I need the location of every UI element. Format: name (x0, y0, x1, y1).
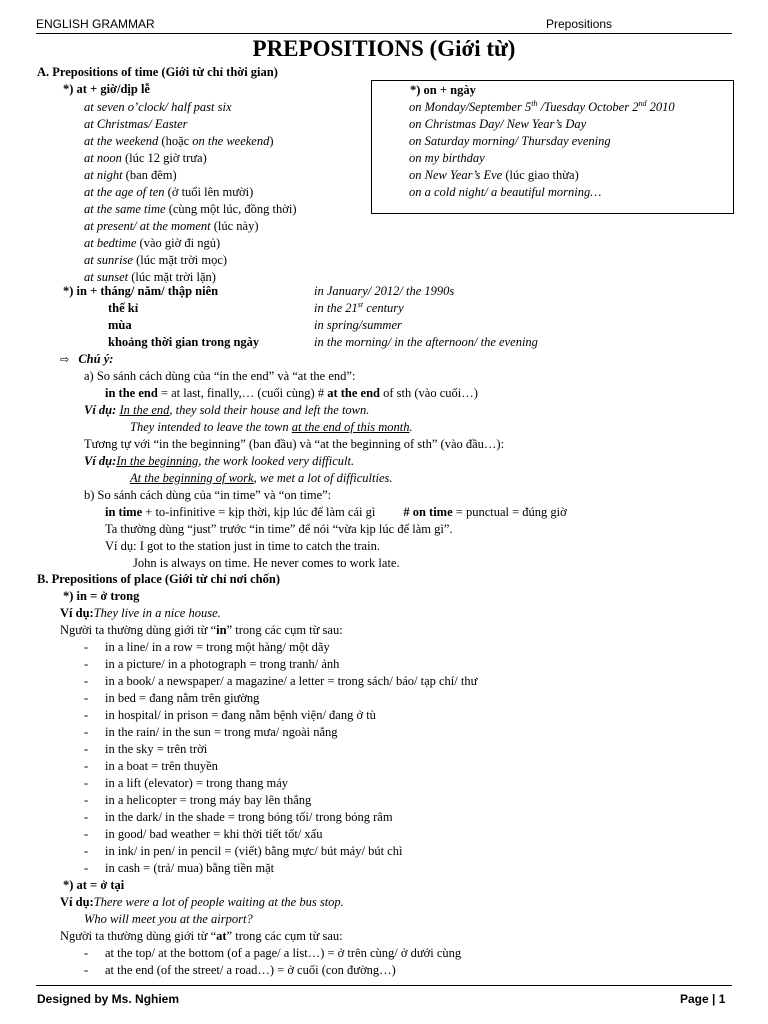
bullet-dash: - (84, 742, 89, 756)
in-place-item: in bed = đang nằm trên giường (105, 691, 260, 705)
bullet-dash: - (84, 674, 89, 688)
bullet-dash: - (84, 827, 89, 841)
at-time-item: at the weekend (hoặc on the weekend) (84, 134, 274, 148)
in-place-item: in a line/ in a row = trong một hàng/ một dãy (105, 640, 330, 654)
at-place-example-1: Ví dụ:There were a lot of people waiting at the bus stop. (60, 895, 344, 909)
at-place-example-2: Who will meet you at the airport? (84, 912, 253, 926)
in-place-item: in ink/ in pen/ in pencil = (viết) bằng mực/ bút máy/ bút chì (105, 844, 403, 858)
at-place-item: at the end (of the street/ a road…) = ở cuối (con đường…) (105, 963, 396, 977)
at-time-item: at Christmas/ Easter (84, 117, 188, 131)
at-time-item: at noon (lúc 12 giờ trưa) (84, 151, 207, 165)
note-a: a) So sánh cách dùng của “in the end” và “at the end”: (84, 369, 356, 383)
header-rule (36, 33, 732, 34)
header-left: ENGLISH GRAMMAR (36, 17, 155, 31)
time-comparison: in time + to-infinitive = kịp thời, kịp lúc để làm cái gì # on time = punctual = đúng giờ (105, 505, 567, 519)
at-time-item: at the same time (cùng một lúc, đồng thời) (84, 202, 297, 216)
on-date-line-1: on Monday/September 5th /Tuesday October 2nd 2010 (409, 98, 675, 114)
section-a-heading: A. Prepositions of time (Giới từ chỉ thời gian) (37, 65, 278, 79)
header-right: Prepositions (546, 17, 613, 31)
bullet-dash: - (84, 793, 89, 807)
in-place-item: in a lift (elevator) = trong thang máy (105, 776, 289, 790)
in-century-label: thế kỉ (108, 301, 139, 315)
example-3: Ví dụ:In the beginning, the work looked very difficult. (84, 454, 355, 468)
note-row: ⇨ Chú ý: (60, 352, 114, 366)
in-place-item: in a helicopter = trong máy bay lên thẳng (105, 793, 312, 807)
bullet-dash: - (84, 946, 89, 960)
note-b: b) So sánh cách dùng của “in time” và “on time”: (84, 488, 332, 502)
in-daytime-label: khoảng thời gian trong ngày (108, 335, 260, 349)
on-date-line-3: on Saturday morning/ Thursday evening (409, 134, 611, 148)
in-place-item: in cash = (trả/ mua) bằng tiền mặt (105, 861, 275, 875)
at-place-item: at the top/ at the bottom (of a page/ a list…) = ở trên cùng/ ở dưới cùng (105, 946, 462, 960)
time-example-2: John is always on time. He never comes to work late. (133, 556, 400, 570)
bullet-dash: - (84, 861, 89, 875)
just-note: Ta thường dùng “just” trước “in time” để nói “vừa kịp lúc để làm gì”. (105, 522, 453, 536)
bullet-dash: - (84, 759, 89, 773)
at-time-item: at seven o’clock/ half past six (84, 100, 232, 114)
on-date-line-6: on a cold night/ a beautiful morning… (409, 185, 602, 199)
at-time-item: at the age of ten (ở tuổi lên mười) (84, 185, 254, 199)
bullet-dash: - (84, 810, 89, 824)
bullet-dash: - (84, 691, 89, 705)
footer-rule (36, 985, 732, 986)
on-date-line-4: on my birthday (409, 151, 485, 165)
in-place-item: in a boat = trên thuyền (105, 759, 218, 773)
at-time-item: at night (ban đêm) (84, 168, 177, 182)
at-place-intro: Người ta thường dùng giới từ “at” trong các cụm từ sau: (60, 929, 343, 943)
footer-page: Page | 1 (680, 992, 726, 1006)
example-4: At the beginning of work, we met a lot of difficulties. (130, 471, 393, 485)
at-time-item: at bedtime (vào giờ đi ngủ) (84, 236, 221, 250)
in-place-item: in a picture/ in a photograph = trong tranh/ ảnh (105, 657, 340, 671)
at-place-heading: *) at = ở tại (63, 878, 125, 892)
example-1: Ví dụ: In the end, they sold their house and left the town. (84, 403, 370, 417)
footer-left: Designed by Ms. Nghiem (37, 992, 180, 1006)
bullet-dash: - (84, 657, 89, 671)
bullet-dash: - (84, 708, 89, 722)
at-time-heading: *) at + giờ/dịp lễ (63, 82, 150, 96)
bullet-dash: - (84, 725, 89, 739)
arrow-right-icon: ⇨ (60, 353, 70, 366)
in-place-item: in hospital/ in prison = đang nằm bệnh viện/ đang ở tù (105, 708, 376, 722)
time-example-1: Ví dụ: I got to the station just in time to catch the train. (105, 539, 380, 553)
at-time-item: at present/ at the moment (lúc này) (84, 219, 259, 233)
similar-note: Tương tự với “in the beginning” (ban đầu) và “at the beginning of sth” (vào đầu…): (84, 437, 505, 451)
end-comparison: in the end = at last, finally,… (cuối cùng) # at the end of sth (vào cuối…) (105, 386, 478, 400)
in-place-item: in the rain/ in the sun = trong mưa/ ngoài nắng (105, 725, 338, 739)
on-date-line-2: on Christmas Day/ New Year’s Day (409, 117, 587, 131)
bullet-dash: - (84, 776, 89, 790)
example-2: They intended to leave the town at the end of this month. (130, 420, 413, 434)
section-b-heading: B. Prepositions of place (Giới từ chỉ nơi chốn) (37, 572, 280, 586)
in-daytime-value: in the morning/ in the afternoon/ the evening (314, 335, 538, 349)
in-month-value: in January/ 2012/ the 1990s (314, 284, 455, 298)
in-place-intro: Người ta thường dùng giới từ “in” trong các cụm từ sau: (60, 623, 343, 637)
in-month-label: *) in + tháng/ năm/ thập niên (63, 284, 219, 298)
on-date-line-5: on New Year’s Eve (lúc giao thừa) (409, 168, 579, 182)
page-title: PREPOSITIONS (Giới từ) (252, 36, 516, 61)
in-century-value: in the 21st century (314, 299, 404, 315)
in-place-item: in good/ bad weather = khi thời tiết tốt/ xấu (105, 827, 323, 841)
in-place-item: in a book/ a newspaper/ a magazine/ a letter = trong sách/ báo/ tạp chí/ thư (105, 674, 478, 688)
at-time-item: at sunset (lúc mặt trời lặn) (84, 270, 216, 284)
on-date-heading: *) on + ngày (410, 83, 476, 97)
bullet-dash: - (84, 844, 89, 858)
bullet-dash: - (84, 963, 89, 977)
in-season-label: mùa (108, 318, 132, 332)
bullet-dash: - (84, 640, 89, 654)
in-place-heading: *) in = ở trong (63, 589, 140, 603)
in-season-value: in spring/summer (314, 318, 402, 332)
in-place-example: Ví dụ:They live in a nice house. (60, 606, 221, 620)
in-place-item: in the sky = trên trời (105, 742, 208, 756)
in-place-item: in the dark/ in the shade = trong bóng tối/ trong bóng râm (105, 810, 393, 824)
at-time-item: at sunrise (lúc mặt trời mọc) (84, 253, 228, 267)
